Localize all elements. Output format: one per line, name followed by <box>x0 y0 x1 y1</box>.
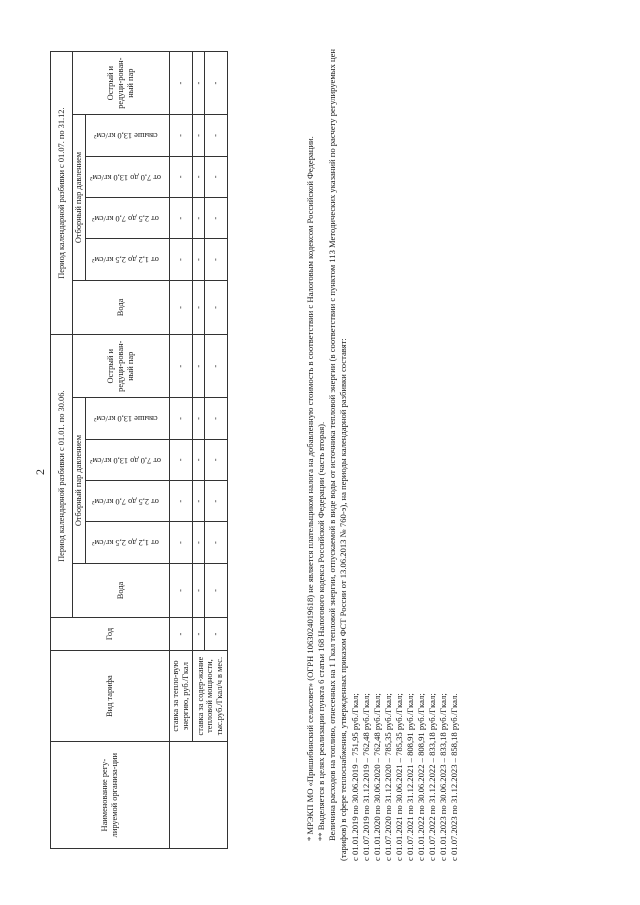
rate-item: с 01.07.2019 по 31.12.2019 – 762,48 руб./Гкал; <box>361 693 371 861</box>
header-steam-col <box>85 156 169 197</box>
footnote-vat: * МРЭКП МО «Пришибинский сельсовет» (ОГРН 1063024019618) не является плательщиком налога на добавленную стоимость в соответствии с Налоговым кодексом Российской Федерации. <box>305 136 315 841</box>
header-period-1: Период календарной разбивки с 01.01. по 30.06. <box>51 335 73 618</box>
header-steam-col <box>85 439 169 480</box>
value-cell: - <box>192 280 205 334</box>
header-tariff-type: Вид тарифа <box>51 650 170 741</box>
value-cell: - <box>192 198 205 239</box>
header-org-name: Наименование регу-лируемой организа-ции <box>51 742 170 849</box>
value-cell: - <box>169 239 192 280</box>
header-steam-col <box>85 522 169 563</box>
rate-item: с 01.07.2020 по 31.12.2020 – 785,35 руб./Гкал; <box>383 693 393 861</box>
rate-item: с 01.01.2019 по 30.06.2019 – 751,95 руб./Гкал; <box>350 693 360 861</box>
year-cell: - <box>192 618 205 651</box>
value-cell: - <box>205 522 228 563</box>
value-cell: - <box>169 481 192 522</box>
header-steam-col <box>85 239 169 280</box>
fuel-cost-paragraph: Величина расходов на топливо, отнесенных на 1 Гкал тепловой энергии, отпускаемой в виде воды от источника тепловой энергии (в соответствии с пунктом 113 Методических указаний по расчету регулируемых цен (тарифов) в сфере теплоснабжения, утвержденных приказом ФСТ России от 13.06.2013 № 760-э), на периоды календарной разбивки составят: <box>327 48 348 861</box>
header-steam-col <box>85 198 169 239</box>
table-row <box>169 52 192 849</box>
year-cell: - <box>205 618 228 651</box>
header-steam-col-label: от 1,2 до 2,5 кг/см² <box>92 538 160 548</box>
header-steam-col-label: от 7,0 до 13,0 кг/см² <box>90 455 162 465</box>
rate-item: с 01.01.2021 по 30.06.2021 – 785,35 руб./Гкал; <box>394 693 404 861</box>
tariff-table <box>50 51 228 849</box>
header-period-2: Период календарной разбивки с 01.07. по 31.12. <box>51 52 73 335</box>
value-cell: - <box>192 335 205 398</box>
value-cell: - <box>205 398 228 439</box>
value-cell: - <box>169 280 192 334</box>
header-steam-col-label: свыше 13,0 кг/см² <box>93 414 158 424</box>
value-cell: - <box>205 481 228 522</box>
header-steam-1: Отборный пар давлением <box>73 398 86 563</box>
value-cell: - <box>205 280 228 334</box>
value-cell: - <box>205 439 228 480</box>
header-steam-col-label: от 7,0 до 13,0 кг/см² <box>90 172 162 182</box>
header-steam-col-label: от 1,2 до 2,5 кг/см² <box>92 255 160 265</box>
value-cell: - <box>192 398 205 439</box>
value-cell: - <box>205 563 228 617</box>
value-cell: - <box>192 239 205 280</box>
rate-item: с 01.01.2020 по 30.06.2020 – 762,48 руб./Гкал; <box>372 693 382 861</box>
header-water-2: Вода <box>73 280 170 334</box>
year-cell: - <box>169 618 192 651</box>
value-cell: - <box>169 198 192 239</box>
value-cell: - <box>169 563 192 617</box>
rate-item: с 01.01.2023 по 30.06.2023 – 833,18 руб./Гкал; <box>438 693 448 861</box>
header-sharp-steam-1: Острый и редуци-рован-ный пар <box>73 335 170 398</box>
rate-item: с 01.01.2022 по 30.06.2022 – 808,91 руб./Гкал; <box>416 693 426 861</box>
header-steam-col <box>85 115 169 156</box>
rate-item: с 01.07.2021 по 31.12.2021 – 808,91 руб./Гкал; <box>405 693 415 861</box>
value-cell: - <box>169 522 192 563</box>
page-number: 2 <box>33 469 47 475</box>
header-steam-2: Отборный пар давлением <box>73 115 86 280</box>
rate-item: с 01.07.2022 по 31.12.2022 – 833,18 руб./Гкал; <box>427 693 437 861</box>
value-cell: - <box>205 335 228 398</box>
value-cell: - <box>192 481 205 522</box>
value-cell: - <box>169 335 192 398</box>
header-steam-col-label: от 2,5 до 7,0 кг/см² <box>92 497 160 507</box>
value-cell: - <box>205 239 228 280</box>
header-year: Год <box>51 618 170 651</box>
header-steam-col <box>85 481 169 522</box>
header-steam-col-label: свыше 13,0 кг/см² <box>93 131 158 141</box>
value-cell: - <box>192 522 205 563</box>
rates-list <box>350 46 460 861</box>
tariff-type-cell: ставка за тепло-вую энергию, руб./Гкал <box>169 650 192 741</box>
value-cell: - <box>192 563 205 617</box>
header-sharp-steam-2: Острый и редуци-рован-ный пар <box>73 52 170 115</box>
value-cell: - <box>169 52 192 115</box>
org-name-cell <box>169 742 228 849</box>
header-water-1: Вода <box>73 563 170 617</box>
rate-item: с 01.07.2023 по 31.12.2023 – 858,18 руб./Гкал. <box>449 693 459 861</box>
header-steam-col <box>85 398 169 439</box>
table-row <box>192 52 205 849</box>
value-cell: - <box>192 156 205 197</box>
value-cell: - <box>169 439 192 480</box>
value-cell: - <box>169 115 192 156</box>
header-steam-col-label: от 2,5 до 7,0 кг/см² <box>92 214 160 224</box>
value-cell: - <box>192 439 205 480</box>
value-cell: - <box>205 52 228 115</box>
value-cell: - <box>205 115 228 156</box>
value-cell: - <box>192 115 205 156</box>
footnotes <box>305 46 460 861</box>
value-cell: - <box>192 52 205 115</box>
value-cell: - <box>205 198 228 239</box>
value-cell: - <box>169 156 192 197</box>
value-cell: - <box>169 398 192 439</box>
footnote-tax-code: ** Выделяется в целях реализации пункта 6 статьи 168 Налогового кодекса Российской Федерации (часть вторая). <box>316 421 326 841</box>
tariff-type-cell: ставка за содер-жание тепловой мощности, тыс.руб./Гкал/ч в мес. <box>192 650 228 741</box>
value-cell: - <box>205 156 228 197</box>
